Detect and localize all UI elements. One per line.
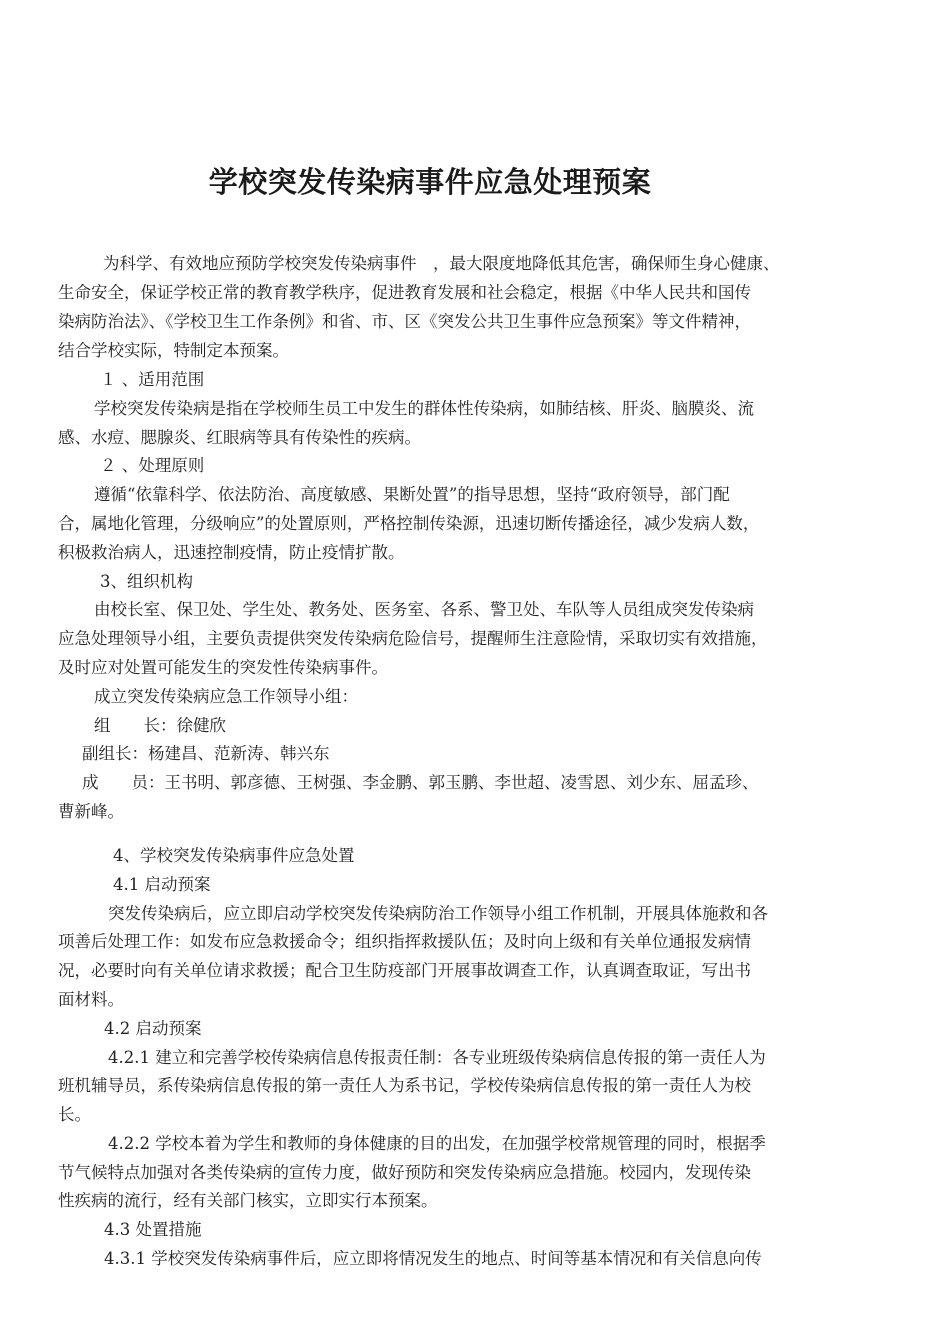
paragraph-line: 曹新峰。 xyxy=(58,802,124,821)
paragraph-line: 为科学、有效地应预防学校突发传染病事件 ，最大限度地降低其危害，确保师生身心健康、 xyxy=(103,254,780,273)
paragraph-line: 4.2.2 学校本着为学生和教师的身体健康的目的出发，在加强学校常规管理的同时，根据季 xyxy=(108,1134,766,1153)
subsection-heading: 4.2 启动预案 xyxy=(104,1019,202,1038)
paragraph-line: 节气候特点加强对各类传染病的宣传力度，做好预防和突发传染病应急措施。校园内，发现传染 xyxy=(58,1163,751,1182)
subsection-heading: 4.3 处置措施 xyxy=(104,1220,202,1239)
paragraph-line: 应急处理领导小组，主要负责提供突发传染病危险信号，提醒师生注意险情，采取切实有效措施， xyxy=(58,629,768,648)
section-heading: 3、组织机构 xyxy=(100,572,193,591)
paragraph-line: 4.2.1 建立和完善学校传染病信息传报责任制：各专业班级传染病信息传报的第一责任人为 xyxy=(108,1048,766,1067)
paragraph-line: 性疾病的流行，经有关部门核实，立即实行本预案。 xyxy=(58,1191,438,1210)
members-line: 成 员：王书明、郭彦德、王树强、李金鹏、郭玉鹏、李世超、凌雪恩、刘少东、屈孟珍、 xyxy=(82,773,759,792)
leader-line: 组 长：徐健欣 xyxy=(94,716,226,735)
section-heading: １ 、适用范围 xyxy=(100,370,205,389)
paragraph-line: 长。 xyxy=(58,1105,91,1124)
paragraph-line: 结合学校实际，特制定本预案。 xyxy=(58,341,289,360)
paragraph-line: 突发传染病后，应立即启动学校突发传染病防治工作领导小组工作机制，开展具体施救和各 xyxy=(108,904,768,923)
paragraph-line: 染病防治法》、《学校卫生工作条例》和省、市、区《突发公共卫生事件应急预案》等文件精神， xyxy=(58,312,751,331)
paragraph-line: 合，属地化管理，分级响应”的处置原则，严格控制传染源，迅速切断传播途径，减少发病人数， xyxy=(58,514,760,533)
paragraph-line: 项善后处理工作：如发布应急救援命令；组织指挥救援队伍；及时向上级和有关单位通报发病情 xyxy=(58,932,751,951)
document-title: 学校突发传染病事件应急处理预案 xyxy=(208,165,652,199)
paragraph-line: 生命安全，保证学校正常的教育教学秩序，促进教育发展和社会稳定，根据《中华人民共和国传 xyxy=(58,283,751,302)
paragraph-line: 感、水痘、腮腺炎、红眼病等具有传染性的疾病。 xyxy=(58,428,421,447)
paragraph-line: 积极救治病人，迅速控制疫情，防止疫情扩散。 xyxy=(58,543,405,562)
paragraph-line: 成立突发传染病应急工作领导小组： xyxy=(94,687,358,706)
section-heading: 4、学校突发传染病事件应急处置 xyxy=(113,846,355,865)
subsection-heading: 4.1 启动预案 xyxy=(113,875,211,894)
paragraph-line: 班机辅导员，系传染病信息传报的第一责任人为系书记，学校传染病信息传报的第一责任人为校 xyxy=(58,1076,751,1095)
paragraph-line: 由校长室、保卫处、学生处、教务处、医务室、各系、警卫处、车队等人员组成突发传染病 xyxy=(94,600,754,619)
paragraph-line: 遵循“依靠科学、依法防治、高度敏感、果断处置”的指导思想，坚持“政府领导，部门配 xyxy=(94,485,730,504)
paragraph-line: 学校突发传染病是指在学校师生员工中发生的群体性传染病，如肺结核、肝炎、脑膜炎、流 xyxy=(94,399,754,418)
section-heading: ２ 、处理原则 xyxy=(100,456,205,475)
paragraph-line: 况，必要时向有关单位请求救援；配合卫生防疫部门开展事故调查工作，认真调查取证，写出书 xyxy=(58,961,751,980)
paragraph-line: 及时应对处置可能发生的突发性传染病事件。 xyxy=(58,658,388,677)
paragraph-line: 面材料。 xyxy=(58,990,124,1009)
paragraph-line: 4.3.1 学校突发传染病事件后，应立即将情况发生的地点、时间等基本情况和有关信息向传 xyxy=(104,1249,762,1268)
deputy-leader-line: 副组长：杨建昌、范新涛、韩兴东 xyxy=(82,744,330,763)
